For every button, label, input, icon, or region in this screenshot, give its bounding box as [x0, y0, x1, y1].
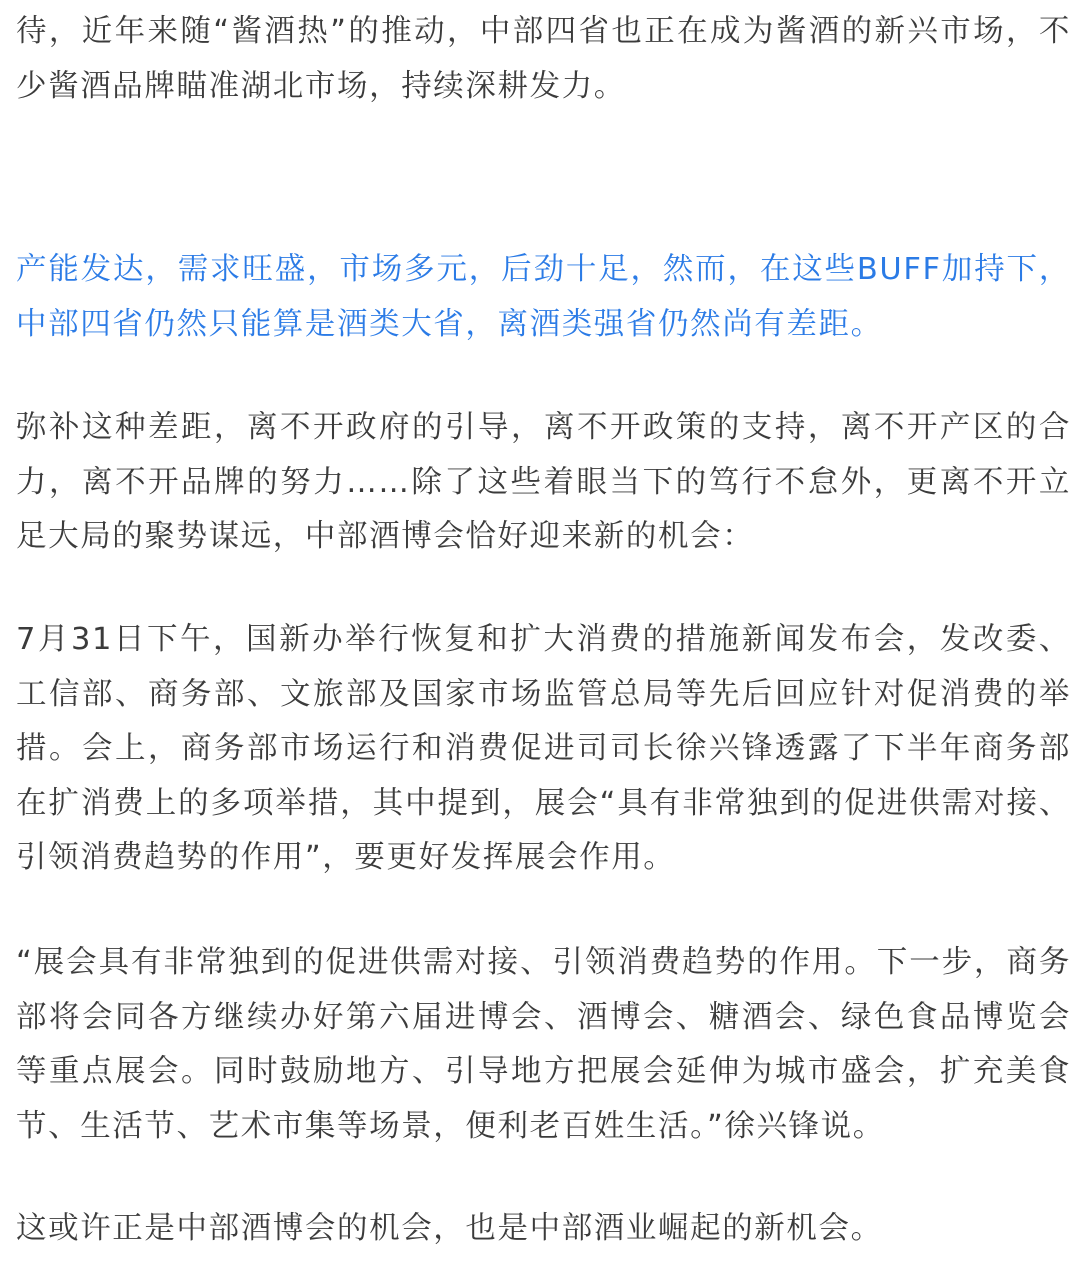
paragraph-quote: “展会具有非常独到的促进供需对接、引领消费趋势的作用。下一步，商务部将会同各方继续办好第六届进博会、酒博会、糖酒会、绿色食品博览会等重点展会。同时鼓励地方、引导地方把展会延伸为城市盛会，扩充美食节、生活节、艺术市集等场景，便利老百姓生活。”徐兴锋说。 — [16, 945, 1071, 1144]
paragraph-press-conference: 7月31日下午，国新办举行恢复和扩大消费的措施新闻发布会，发改委、工信部、商务部、文旅部及国家市场监管总局等先后回应针对促消费的举措。会上，商务部市场运行和消费促进司司长徐兴锋透露了下半年商务部在扩消费上的多项举措，其中提到，展会“具有非常独到的促进供需对接、引领消费趋势的作用”，要更好发挥展会作用。 — [16, 622, 1071, 875]
paragraph-intro: 待，近年来随“酱酒热”的推动，中部四省也正在成为酱酒的新兴市场，不少酱酒品牌瞄准湖北市场，持续深耕发力。 — [16, 14, 1071, 104]
paragraph-gap: 弥补这种差距，离不开政府的引导，离不开政策的支持，离不开产区的合力，离不开品牌的努力……除了这些着眼当下的笃行不怠外，更离不开立足大局的聚势谋远，中部酒博会恰好迎来新的机会： — [16, 410, 1071, 554]
paragraph-conclusion: 这或许正是中部酒博会的机会，也是中部酒业崛起的新机会。 — [16, 1211, 883, 1246]
paragraph-highlight: 产能发达，需求旺盛，市场多元，后劲十足，然而，在这些BUFF加持下，中部四省仍然只能算是酒类大省，离酒类强省仍然尚有差距。 — [16, 252, 1071, 342]
